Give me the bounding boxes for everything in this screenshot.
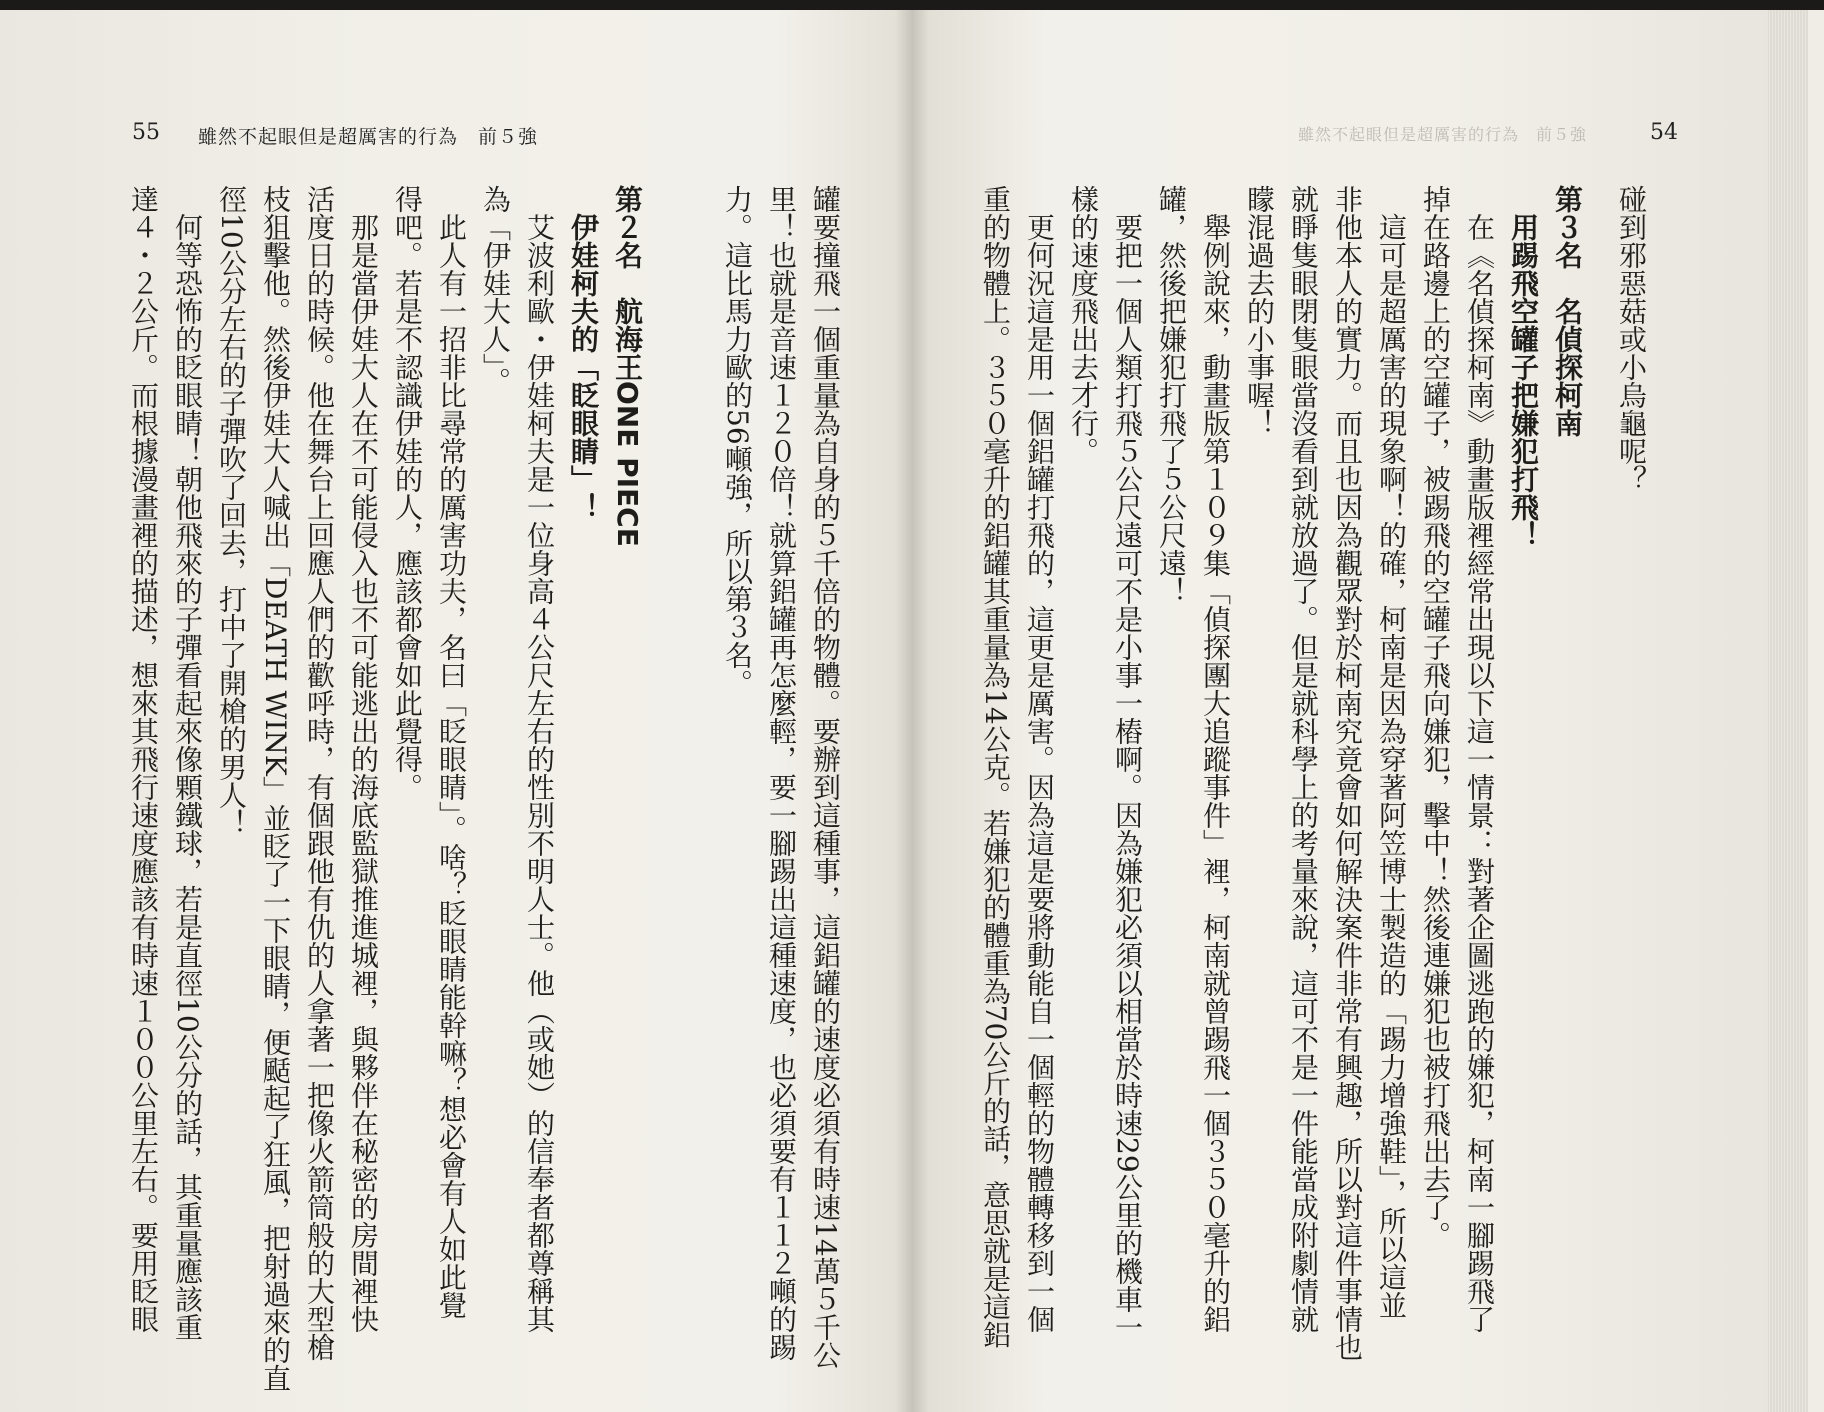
text-line: 得吧。若是不認識伊娃的人，應該都會如此覺得。: [391, 185, 424, 801]
text-line: 罐要撞飛一個重量為自身的５千倍的物體。要辦到這種事，這鋁罐的速度必須有時速14萬５千公: [809, 185, 842, 1369]
text-line: 舉例說來，動畫版第１０９集「偵探團大追蹤事件」裡，柯南就曾踢飛一個３５０毫升的鋁: [1199, 213, 1232, 1333]
page-number-right: 54: [1650, 120, 1678, 145]
text-line: 艾波利歐・伊娃柯夫是一位身高４公尺左右的性別不明人士。他（或她）的信奉者都尊稱其: [523, 213, 556, 1333]
left-page: [0, 10, 912, 1412]
text-line: 達４・２公斤。而根據漫畫裡的描述，想來其飛行速度應該有時速１００公里左右。要用眨眼: [127, 185, 160, 1333]
text-line: 罐，然後把嫌犯打飛了５公尺遠！: [1155, 185, 1188, 605]
text-line: 就睜隻眼閉隻眼當沒看到就放過了。但是就科學上的考量來說，這可不是一件能當成附劇情就: [1287, 185, 1320, 1333]
text-line: 那是當伊娃大人在不可能侵入也不可能逃出的海底監獄推進城裡，與夥伴在秘密的房間裡快: [347, 213, 380, 1333]
text-line: 枝狙擊他。然後伊娃大人喊出「DEATH WINK」並眨了一下眼睛，便颳起了狂風，把射過來的直: [259, 185, 292, 1392]
right-page: [912, 10, 1808, 1412]
section-subheading-rank-3: 用踢飛空罐子把嫌犯打飛！: [1507, 213, 1540, 549]
section-subheading-rank-2: 伊娃柯夫的「眨眼睛」！: [567, 213, 600, 521]
text-line: 在《名偵探柯南》動畫版裡經常出現以下這一情景：對著企圖逃跑的嫌犯，柯南一腳踢飛了: [1463, 213, 1496, 1333]
text-line: 這可是超厲害的現象啊！的確，柯南是因為穿著阿笠博士製造的「踢力增強鞋」，所以這並: [1375, 213, 1408, 1319]
running-head-right-faint: 雖然不起眼但是超厲害的行為 前５強: [1298, 125, 1588, 144]
text-line: 樣的速度飛出去才行。: [1067, 185, 1100, 465]
page-edges: [1768, 10, 1808, 1412]
book-spread: [0, 10, 1824, 1412]
text-line: 矇混過去的小事喔！: [1243, 185, 1276, 437]
text-line: 重的物體上。３５０毫升的鋁罐其重量為14公克。若嫌犯的體重為70公斤的話，意思就是這鋁: [979, 185, 1012, 1349]
text-line: 何等恐怖的眨眼睛！朝他飛來的子彈看起來像顆鐵球，若是直徑10公分的話，其重量應該重: [171, 213, 204, 1341]
text-line: 碰到邪惡菇或小烏龜呢？: [1615, 185, 1648, 493]
section-heading-rank-2: 第２名 航海王ONE PIECE: [611, 185, 644, 547]
text-line: 力。這比馬力歐的56噸強，所以第３名。: [721, 185, 754, 697]
text-line: 要把一個人類打飛５公尺遠可不是小事一樁啊。因為嫌犯必須以相當於時速29公里的機車一: [1111, 213, 1144, 1341]
text-line: 非他本人的實力。而且也因為觀眾對於柯南究竟會如何解決案件非常有興趣，所以對這件事情也: [1331, 185, 1364, 1361]
text-line: 活度日的時候。他在舞台上回應人們的歡呼時，有個跟他有仇的人拿著一把像火箭筒般的大型槍: [303, 185, 336, 1361]
text-line: 里！也就是音速１２０倍！就算鋁罐再怎麼輕，要一腳踢出這種速度，也必須要有１１２噸的踢: [765, 185, 798, 1361]
text-line: 更何況這是用一個鋁罐打飛的，這更是厲害。因為這是要將動能自一個輕的物體轉移到一個: [1023, 213, 1056, 1333]
section-heading-rank-3: 第３名 名偵探柯南: [1551, 185, 1584, 437]
text-line: 掉在路邊上的空罐子，被踢飛的空罐子飛向嫌犯，擊中！然後連嫌犯也被打飛出去了。: [1419, 185, 1452, 1249]
book-gutter: [895, 10, 929, 1412]
page-number-left: 55: [132, 120, 160, 145]
running-head-left: 雖然不起眼但是超厲害的行為 前５強: [198, 126, 539, 148]
text-line: 此人有一招非比尋常的厲害功夫，名曰「眨眼睛」。啥？眨眼睛能幹嘛？想必會有人如此覺: [435, 213, 468, 1319]
text-line: 徑10公分左右的子彈吹了回去，打中了開槍的男人！: [215, 185, 248, 837]
text-line: 為「伊娃大人」。: [479, 185, 512, 395]
